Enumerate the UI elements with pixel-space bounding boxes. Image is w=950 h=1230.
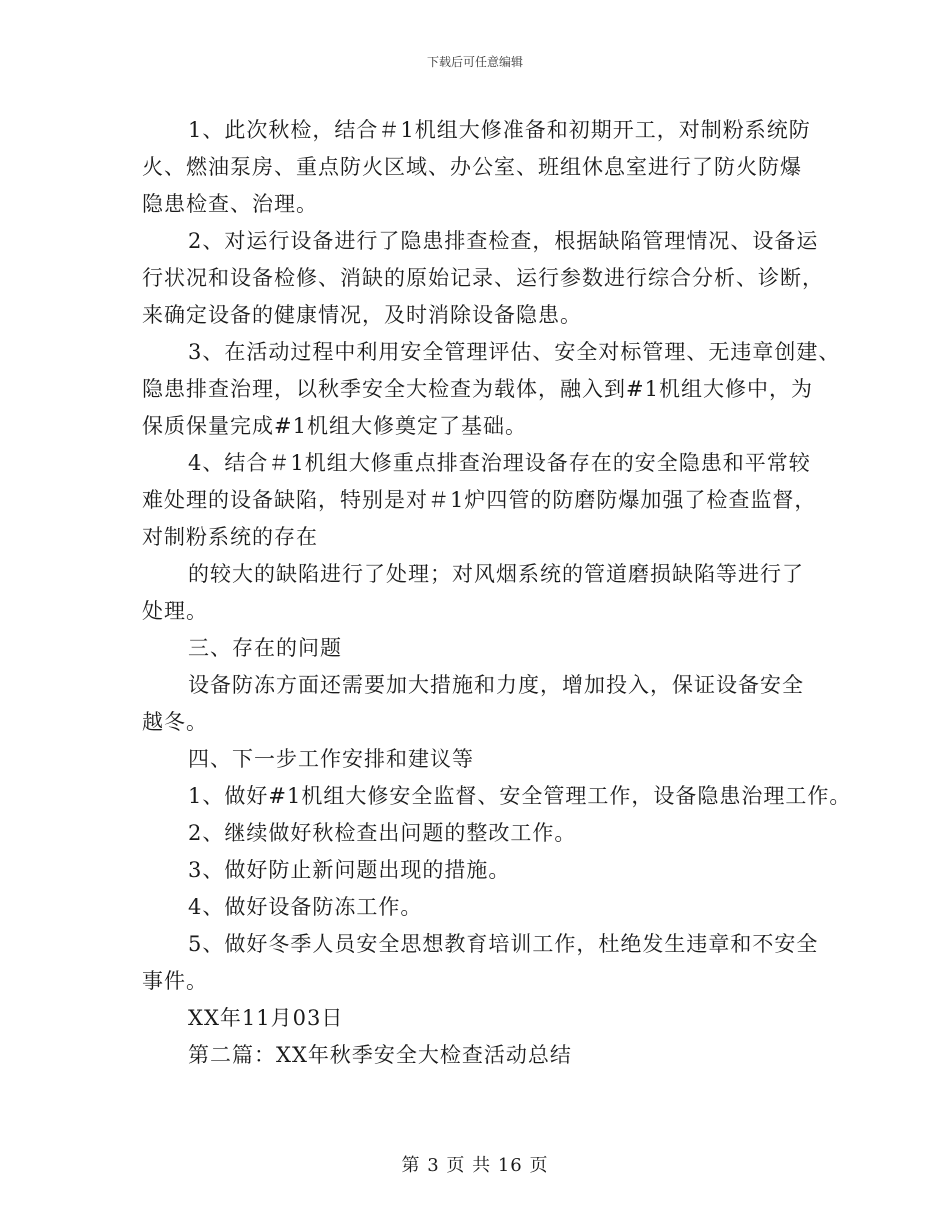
list-item: 5、做好冬季人员安全思想教育培训工作，杜绝发生违章和不安全	[188, 932, 819, 956]
paragraph-line: 设备防冻方面还需要加大措施和力度，增加投入，保证设备安全	[188, 673, 804, 697]
section-heading: 三、存在的问题	[188, 636, 342, 660]
paragraph-line: 来确定设备的健康情况，及时消除设备隐患。	[142, 303, 582, 327]
document-date: XX年11月03日	[188, 1006, 344, 1030]
paragraph-line: 行状况和设备检修、消缺的原始记录、运行参数进行综合分析、诊断，	[142, 266, 824, 290]
list-item: 4、做好设备防冻工作。	[188, 895, 423, 919]
paragraph-line: 4、结合＃1机组大修重点排查治理设备存在的安全隐患和平常较	[188, 451, 811, 475]
paragraph-line: 处理。	[142, 599, 208, 623]
paragraph-line: 火、燃油泵房、重点防火区域、办公室、班组休息室进行了防火防爆	[142, 155, 802, 179]
next-section-title: 第二篇：XX年秋季安全大检查活动总结	[188, 1043, 572, 1067]
page-number: 第 3 页 共 16 页	[401, 1155, 549, 1176]
paragraph-line: 难处理的设备缺陷，特别是对＃1炉四管的防磨防爆加强了检查监督，	[142, 488, 817, 512]
paragraph-line: 隐患检查、治理。	[142, 192, 318, 216]
paragraph-line: 保质保量完成#1机组大修奠定了基础。	[142, 414, 527, 438]
list-item: 2、继续做好秋检查出问题的整改工作。	[188, 821, 577, 845]
list-item: 3、做好防止新问题出现的措施。	[188, 858, 511, 882]
list-item: 1、做好#1机组大修安全监督、安全管理工作，设备隐患治理工作。	[188, 784, 852, 808]
paragraph-line: 事件。	[142, 969, 208, 993]
paragraph-line: 隐患排查治理，以秋季安全大检查为载体，融入到#1机组大修中，为	[142, 377, 813, 401]
header-note: 下载后可任意编辑	[426, 55, 523, 69]
paragraph-line: 1、此次秋检，结合＃1机组大修准备和初期开工，对制粉系统防	[188, 118, 811, 142]
paragraph-line: 3、在活动过程中利用安全管理评估、安全对标管理、无违章创建、	[188, 340, 841, 364]
paragraph-line: 2、对运行设备进行了隐患排查检查，根据缺陷管理情况、设备运	[188, 229, 819, 253]
paragraph-line: 对制粉系统的存在	[142, 525, 318, 549]
document-body	[142, 112, 852, 1074]
section-heading: 四、下一步工作安排和建议等	[188, 747, 474, 771]
paragraph-line: 的较大的缺陷进行了处理；对风烟系统的管道磨损缺陷等进行了	[188, 562, 804, 586]
paragraph-line: 越冬。	[142, 710, 208, 734]
